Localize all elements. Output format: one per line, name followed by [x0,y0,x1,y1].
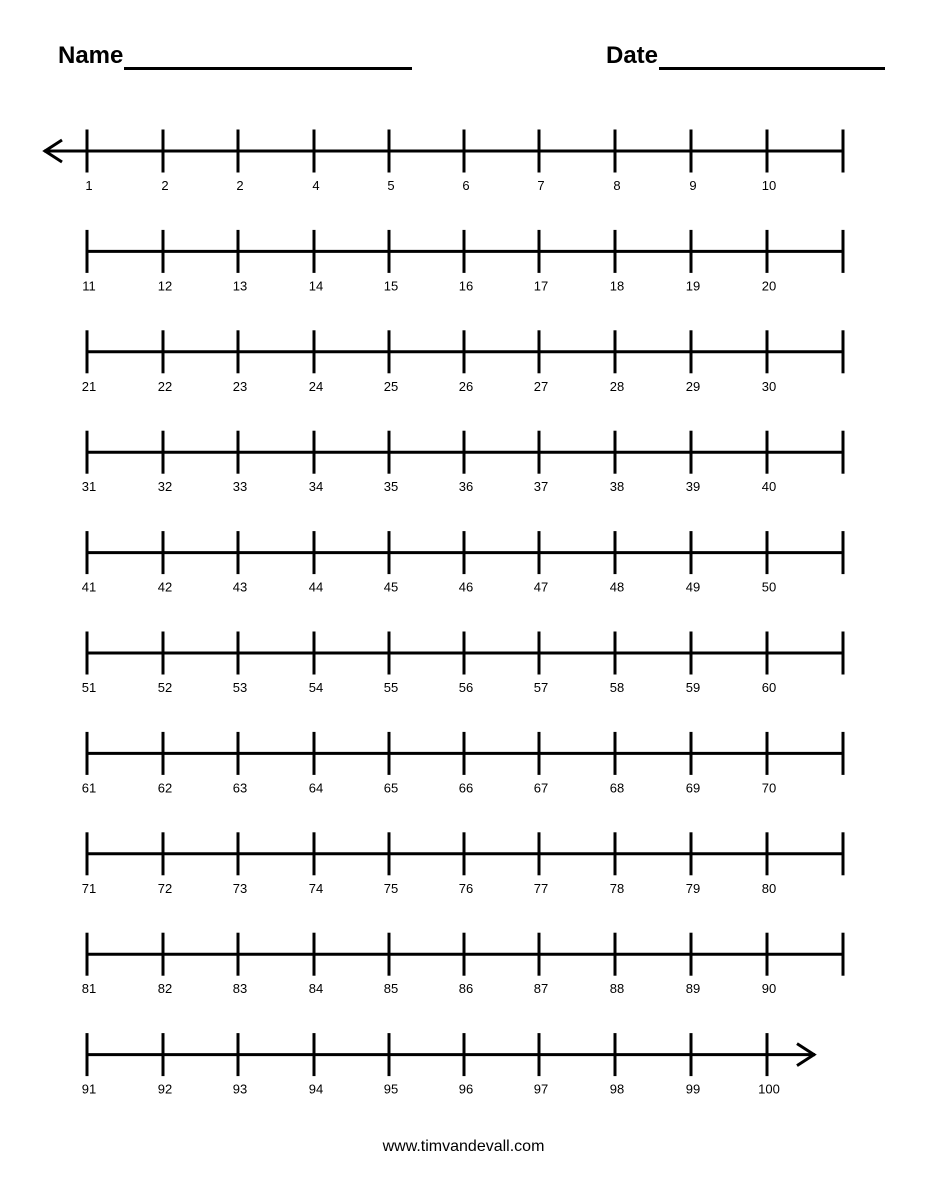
tick-label: 22 [157,378,173,394]
tick-label: 86 [458,981,474,997]
tick-label: 64 [308,780,324,796]
tick-label: 4 [312,178,320,193]
tick-label: 95 [383,1081,399,1097]
tick-label: 35 [383,479,399,495]
tick-label: 89 [685,981,701,997]
tick-label: 91 [81,1081,97,1097]
tick-label: 52 [157,680,173,695]
tick-label: 99 [685,1081,701,1097]
tick-label: 93 [232,1081,248,1097]
number-line [82,832,843,896]
tick-label: 84 [308,981,324,997]
number-line [82,531,843,595]
tick-label: 80 [761,880,777,896]
tick-label: 85 [383,981,399,997]
tick-label: 100 [758,1081,780,1097]
tick-label: 73 [232,880,248,896]
tick-label: 11 [82,278,96,294]
tick-label: 6 [462,178,470,193]
tick-label: 30 [761,378,777,394]
tick-label: 79 [685,880,701,896]
tick-label: 60 [761,680,777,695]
tick-label: 28 [609,378,625,394]
tick-label: 13 [232,278,248,294]
tick-label: 97 [533,1081,549,1097]
number-line [82,732,843,796]
tick-label: 19 [685,278,701,294]
tick-label: 48 [609,579,625,595]
tick-label: 12 [157,278,173,294]
tick-label: 76 [458,880,474,896]
tick-label: 98 [609,1081,625,1097]
tick-label: 2 [236,178,244,193]
tick-label: 27 [533,378,549,394]
tick-label: 41 [81,579,97,595]
tick-label: 38 [609,479,625,495]
tick-label: 47 [533,579,549,595]
number-line [82,431,843,495]
tick-label: 1 [85,178,93,193]
tick-label: 82 [157,981,173,997]
tick-label: 37 [533,479,549,495]
tick-label: 72 [157,880,173,896]
tick-label: 49 [685,579,701,595]
number-line [82,632,843,696]
tick-label: 8 [613,178,621,193]
tick-label: 83 [232,981,248,997]
number-line [82,330,843,394]
tick-label: 62 [157,780,173,796]
tick-label: 69 [685,780,701,796]
tick-label: 14 [308,278,324,294]
tick-label: 16 [458,278,474,294]
tick-label: 18 [609,278,625,294]
tick-label: 24 [308,378,324,394]
tick-label: 59 [685,680,701,695]
tick-label: 77 [533,880,549,896]
tick-label: 53 [232,680,248,695]
tick-label: 87 [533,981,549,997]
tick-label: 25 [383,378,399,394]
tick-label: 78 [609,880,625,896]
tick-label: 20 [761,278,777,294]
tick-label: 88 [609,981,625,997]
tick-label: 43 [232,579,248,595]
tick-label: 45 [383,579,399,595]
number-line [82,230,843,294]
tick-label: 56 [458,680,474,695]
tick-label: 51 [81,680,97,695]
tick-label: 7 [537,178,545,193]
tick-label: 68 [609,780,625,796]
number-line [44,130,843,194]
tick-label: 54 [308,680,324,695]
tick-label: 92 [157,1081,173,1097]
tick-label: 66 [458,780,474,796]
tick-label: 65 [383,780,399,796]
tick-label: 10 [761,178,777,193]
tick-label: 50 [761,579,777,595]
tick-label: 58 [609,680,625,695]
tick-label: 70 [761,780,777,796]
tick-label: 39 [685,479,701,495]
tick-label: 71 [81,880,97,896]
tick-label: 63 [232,780,248,796]
number-line [82,933,843,997]
tick-label: 5 [387,178,395,193]
tick-label: 26 [458,378,474,394]
tick-label: 57 [533,680,549,695]
tick-label: 96 [458,1081,474,1097]
tick-label: 17 [533,278,549,294]
tick-label: 36 [458,479,474,495]
tick-label: 55 [383,680,399,695]
tick-label: 44 [308,579,324,595]
tick-label: 46 [458,579,474,595]
tick-label: 90 [761,981,777,997]
tick-label: 75 [383,880,399,896]
tick-label: 29 [685,378,701,394]
tick-label: 81 [81,981,97,997]
tick-label: 31 [81,479,97,495]
tick-label: 23 [232,378,248,394]
tick-label: 67 [533,780,549,796]
number-line [82,1033,815,1097]
tick-label: 2 [161,178,169,193]
tick-label: 34 [308,479,324,495]
tick-label: 9 [689,178,697,193]
tick-label: 40 [761,479,777,495]
tick-label: 94 [308,1081,324,1097]
tick-label: 42 [157,579,173,595]
name-label: Name [58,42,124,69]
tick-label: 21 [81,378,97,394]
tick-label: 61 [81,780,97,796]
tick-label: 32 [157,479,173,495]
tick-label: 15 [383,278,399,294]
tick-label: 33 [232,479,248,495]
date-label: Date [606,42,659,69]
tick-label: 74 [308,880,324,896]
footer-url: www.timvandevall.com [382,1138,545,1155]
